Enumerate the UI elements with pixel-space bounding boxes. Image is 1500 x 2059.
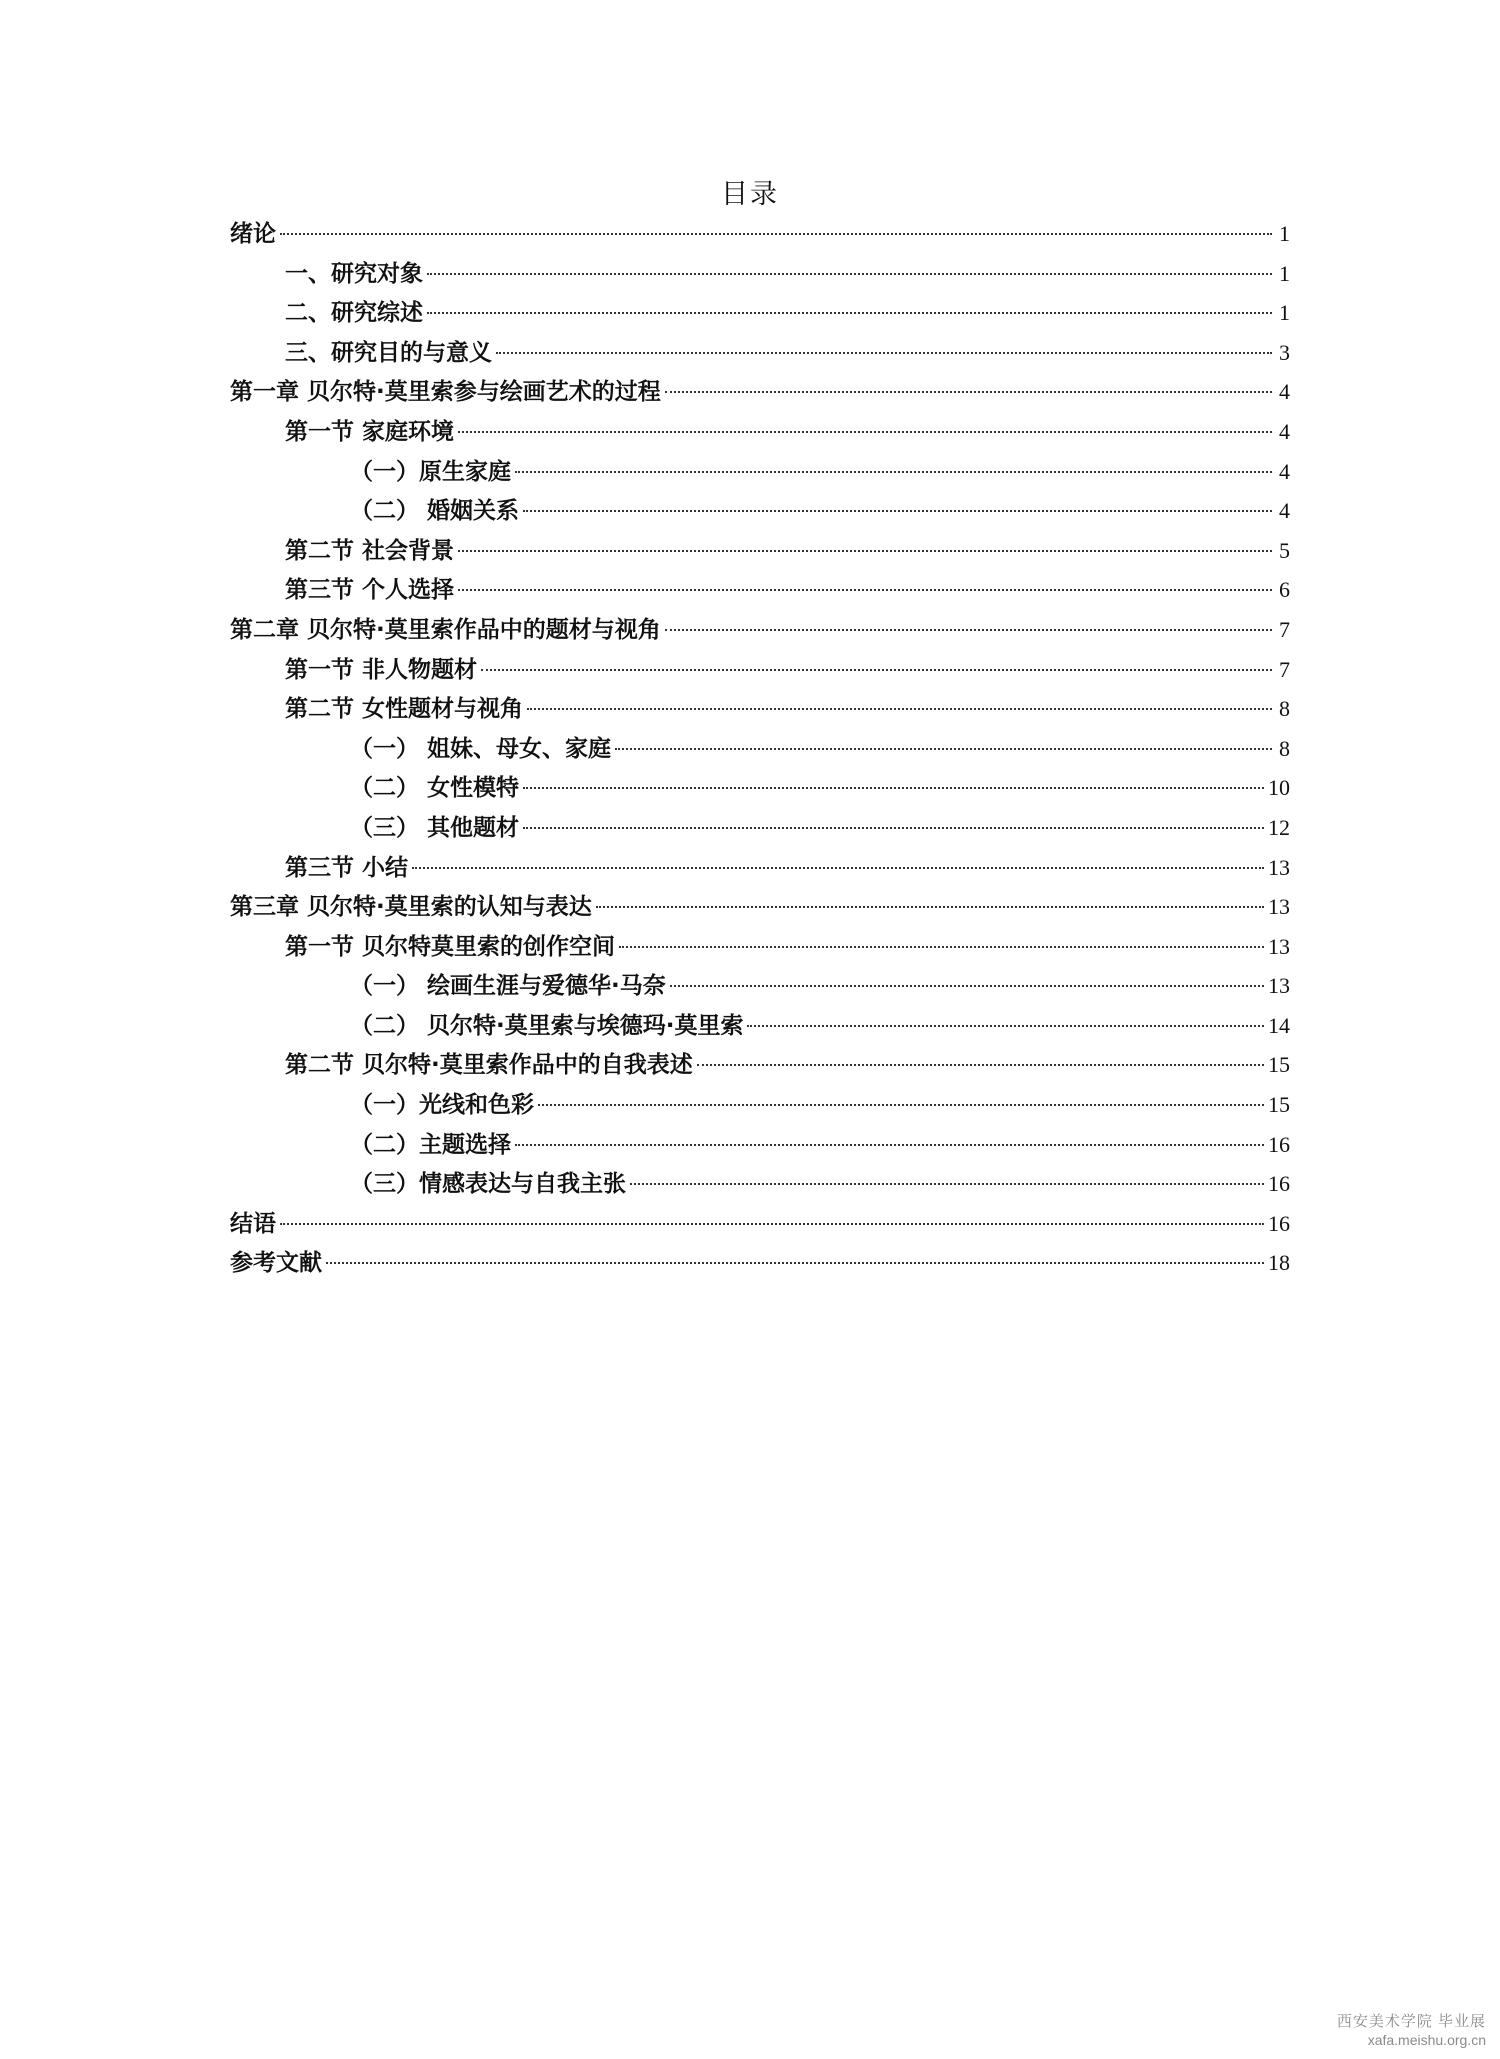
toc-dot-leader	[697, 1064, 1264, 1066]
toc-entry[interactable]	[230, 570, 1290, 610]
toc-entry[interactable]	[230, 848, 1290, 888]
toc-entry-page-number: 16	[1268, 1131, 1290, 1157]
toc-dot-leader	[515, 471, 1272, 473]
toc-entry-label: （二） 婚姻关系	[350, 498, 520, 525]
toc-dot-leader	[280, 233, 1272, 235]
toc-dot-leader	[458, 550, 1272, 552]
toc-dot-leader	[496, 352, 1272, 354]
toc-entry[interactable]	[230, 531, 1290, 571]
toc-entry-page-number: 10	[1268, 775, 1290, 801]
toc-entry-label: （一）原生家庭	[350, 458, 511, 485]
toc-entry-label: 第一章 贝尔特·莫里索参与绘画艺术的过程	[230, 379, 661, 406]
toc-dot-leader	[527, 708, 1272, 710]
toc-entry-page-number: 18	[1268, 1250, 1290, 1276]
toc-entry[interactable]	[230, 966, 1290, 1006]
toc-dot-leader	[747, 1025, 1264, 1027]
watermark-title: 西安美术学院 毕业展	[1336, 2012, 1486, 2030]
toc-dot-leader	[427, 273, 1272, 275]
toc-dot-leader	[615, 748, 1272, 750]
toc-entry[interactable]	[230, 1085, 1290, 1125]
toc-dot-leader	[619, 946, 1264, 948]
toc-entry-label: 第三节 个人选择	[285, 577, 455, 604]
toc-entry-page-number: 14	[1268, 1012, 1290, 1038]
toc-entry[interactable]	[230, 1006, 1290, 1046]
toc-dot-leader	[630, 1183, 1264, 1185]
toc-entry-page-number: 5	[1279, 537, 1290, 563]
toc-entry-page-number: 7	[1279, 656, 1290, 682]
toc-entry-label: 第二章 贝尔特·莫里索作品中的题材与视角	[230, 616, 661, 643]
toc-entry-page-number: 3	[1279, 339, 1290, 365]
toc-entry-page-number: 8	[1279, 735, 1290, 761]
toc-dot-leader	[481, 669, 1272, 671]
toc-entry-page-number: 13	[1268, 854, 1290, 880]
toc-title: 目录	[721, 179, 779, 210]
toc-entry-page-number: 1	[1279, 300, 1290, 326]
toc-dot-leader	[412, 867, 1264, 869]
toc-dot-leader	[326, 1262, 1264, 1264]
toc-entry-page-number: 16	[1268, 1210, 1290, 1236]
toc-entry-label: 第三节 小结	[285, 854, 409, 881]
toc-entry[interactable]	[230, 729, 1290, 769]
toc-dot-leader	[427, 312, 1272, 314]
toc-entry-page-number: 13	[1268, 973, 1290, 999]
toc-dot-leader	[523, 787, 1264, 789]
toc-entry-page-number: 8	[1279, 696, 1290, 722]
toc-entry-page-number: 4	[1279, 458, 1290, 484]
toc-entry[interactable]	[230, 808, 1290, 848]
toc-entry-label: （一） 姐妹、母女、家庭	[350, 735, 612, 762]
toc-entry-label: 第二节 女性题材与视角	[285, 696, 524, 723]
toc-entry-page-number: 4	[1279, 498, 1290, 524]
toc-entry[interactable]	[230, 610, 1290, 650]
toc-entry-label: （二）主题选择	[350, 1131, 511, 1158]
toc-entry[interactable]	[230, 1164, 1290, 1204]
toc-entry-page-number: 1	[1279, 260, 1290, 286]
toc-entry[interactable]	[230, 214, 1290, 254]
toc-entry[interactable]	[230, 333, 1290, 373]
toc-dot-leader	[515, 1144, 1264, 1146]
toc-entry[interactable]	[230, 887, 1290, 927]
toc-entry-label: 第一节 家庭环境	[285, 418, 455, 445]
toc-entry-label: 第二节 社会背景	[285, 537, 455, 564]
toc-entry-page-number: 4	[1279, 379, 1290, 405]
toc-entry-page-number: 13	[1268, 894, 1290, 920]
toc-entry[interactable]	[230, 1243, 1290, 1283]
toc-entry-label: 三、研究目的与意义	[285, 339, 492, 366]
toc-entry-label: （一）光线和色彩	[350, 1092, 534, 1119]
table-of-contents	[230, 214, 1290, 1283]
toc-entry-label: （三） 其他题材	[350, 814, 520, 841]
toc-dot-leader	[596, 906, 1264, 908]
toc-entry[interactable]	[230, 491, 1290, 531]
toc-entry-page-number: 6	[1279, 577, 1290, 603]
toc-entry-label: 第三章 贝尔特·莫里索的认知与表达	[230, 894, 592, 921]
toc-dot-leader	[458, 589, 1272, 591]
toc-entry[interactable]	[230, 689, 1290, 729]
toc-entry[interactable]	[230, 1204, 1290, 1244]
toc-entry[interactable]	[230, 1045, 1290, 1085]
toc-dot-leader	[458, 431, 1272, 433]
toc-dot-leader	[538, 1104, 1264, 1106]
toc-entry-label: （三）情感表达与自我主张	[350, 1171, 626, 1198]
toc-dot-leader	[670, 985, 1264, 987]
toc-entry-page-number: 13	[1268, 933, 1290, 959]
toc-entry-page-number: 12	[1268, 814, 1290, 840]
toc-entry-label: 绪论	[230, 221, 276, 247]
watermark	[1337, 2013, 1486, 2049]
toc-entry-label: 第一节 贝尔特莫里索的创作空间	[285, 933, 616, 960]
toc-entry-label: （二） 贝尔特·莫里索与埃德玛·莫里索	[350, 1012, 744, 1039]
toc-entry[interactable]	[230, 372, 1290, 412]
toc-entry-page-number: 1	[1279, 221, 1290, 246]
toc-entry[interactable]	[230, 768, 1290, 808]
toc-entry-page-number: 16	[1268, 1171, 1290, 1197]
toc-entry-page-number: 7	[1279, 616, 1290, 642]
toc-entry[interactable]	[230, 650, 1290, 690]
toc-entry[interactable]	[230, 927, 1290, 967]
toc-dot-leader	[523, 827, 1264, 829]
toc-entry-label: （二） 女性模特	[350, 775, 520, 802]
toc-entry-label: 结语	[230, 1210, 276, 1237]
toc-dot-leader	[665, 629, 1272, 631]
toc-entry-label: 二、研究综述	[285, 300, 423, 327]
toc-entry[interactable]	[230, 452, 1290, 492]
toc-entry-label: 参考文献	[230, 1250, 322, 1277]
toc-entry[interactable]	[230, 1125, 1290, 1165]
toc-entry-page-number: 15	[1268, 1052, 1290, 1078]
toc-entry[interactable]	[230, 412, 1290, 452]
toc-entry-page-number: 15	[1268, 1092, 1290, 1118]
toc-entry[interactable]	[230, 293, 1290, 333]
toc-entry-label: （一） 绘画生涯与爱德华·马奈	[350, 973, 666, 1000]
toc-dot-leader	[280, 1223, 1264, 1225]
toc-dot-leader	[523, 510, 1272, 512]
toc-entry-label: 第二节 贝尔特·莫里索作品中的自我表述	[285, 1052, 693, 1079]
toc-entry-label: 一、研究对象	[285, 260, 423, 287]
toc-dot-leader	[665, 391, 1272, 393]
toc-entry-page-number: 4	[1279, 418, 1290, 444]
toc-entry-label: 第一节 非人物题材	[285, 656, 478, 683]
toc-entry[interactable]	[230, 254, 1290, 294]
watermark-url: xafa.meishu.org.cn	[1367, 2031, 1486, 2048]
